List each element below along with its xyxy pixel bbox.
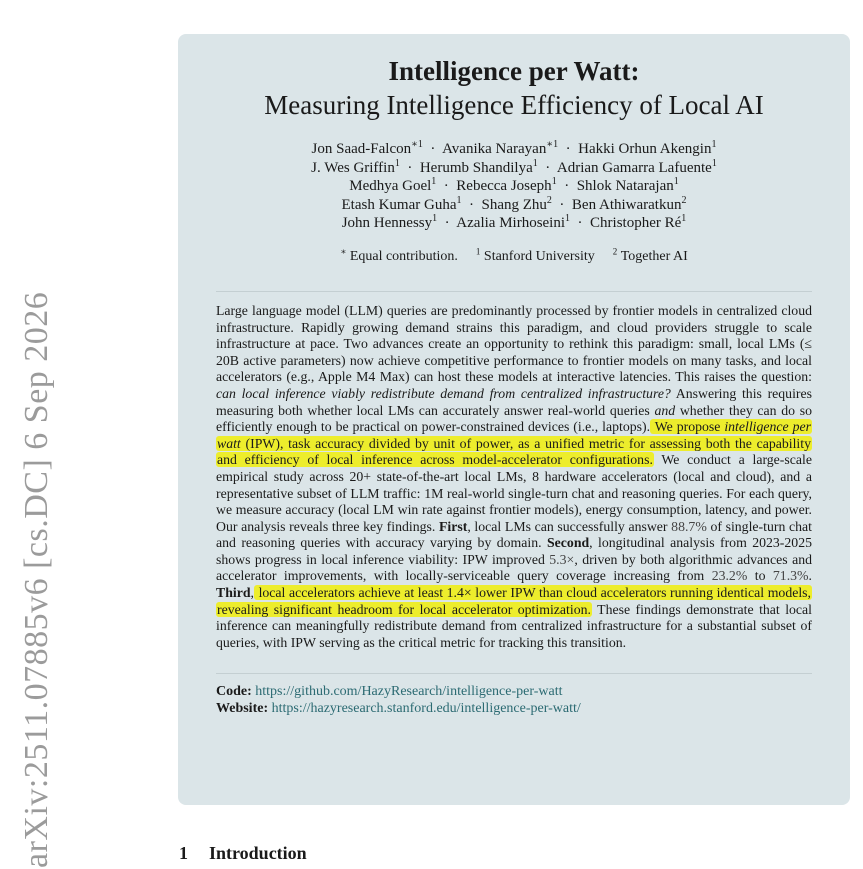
section-number: 1 [179,843,188,863]
author-sup: 1 [681,213,687,225]
abstract-text: , local LMs can successfully answer [467,518,672,534]
author-sup: 1 [394,157,400,169]
author-name: Herumb Shandilya [419,159,533,176]
abstract-text: of single-turn chat and reasoning queries with accuracy varying by domain. [216,518,812,551]
affil-text: Together AI [620,248,688,264]
code-link-row [216,683,812,700]
abstract-card [178,34,850,805]
stat-value: 5.3× [549,551,575,567]
author-name: Avanika Narayan [442,141,547,157]
affil-mark: 2 [612,246,618,257]
title-main: Intelligence per Watt: [388,56,640,86]
abstract-text: Large language model (LLM) queries are predominantly processed by frontier models in centralized cloud infrastructure. Rapidly growing demand strains this paradigm, and cloud providers struggle to scale infrastructure at pace. Two advances create an opportunity to rethink this paradigm: small, local LMs (≤ 20B active parameters) now achieve competitive performance to frontier models on many tasks, and local accelerators (e.g., Apple M4 Max) can host these models at interactive latencies. This raises the question: [216,302,812,385]
code-label: Code: [216,684,252,700]
author-name: Adrian Gamarra Lafuente [556,159,712,176]
author-sup: 1 [532,157,538,169]
abstract-text: We conduct a large-scale empirical study across 20+ state-of-the-art local LMs, 8 hardware accelerators (local and cloud), and a representative subset of LLM traffic: 1M real-world single-turn chat and reasoning queries. For each query, we measure accuracy (local LM win rate against frontier models), energy consumption, latency, and power. Our analysis reveals three key findings. [216,452,812,534]
paper-title [178,54,850,122]
website-link[interactable]: https://hazyresearch.stanford.edu/intelligence-per-watt/ [271,701,581,717]
affil-mark: ∗ [340,246,347,257]
author-sup: 1 [551,176,557,188]
author-name: J. Wes Griffin [311,159,395,176]
finding-label: First [438,518,468,534]
author-sup: 1 [565,213,571,225]
abstract-text: to [747,568,773,584]
arxiv-identifier: arXiv:2511.07885v6 [cs.DC] 6 Sep 2026 [18,291,55,868]
author-sup: 2 [546,194,552,206]
author-sup: ∗1 [546,139,559,150]
abstract-text: , longitudinal analysis from 2023-2025 shows progress in local inference viability: IPW improved [216,535,812,567]
author-name: Hakki Orhun Akengin [578,141,712,157]
author-sup: 2 [681,194,687,206]
section-title: Introduction [209,843,307,863]
divider [216,673,812,674]
author-line: John Hennessy$^1$ · Azalia Mirhoseini$^1$ · Christopher $Ré^1$ [341,213,687,232]
author-list [178,140,850,233]
abstract-question: can local inference viably redistribute demand from centralized infrastructure? [216,385,671,401]
author-name: Etash Kumar Guha [341,196,457,213]
finding-label: Third [216,585,251,601]
author-line: Etash Kumar Guha$^1$ · Shang Zhu$^2$ · Ben Athiwaratkun$^2$ [341,194,687,213]
highlight-local-accelerators: local accelerators achieve at least 1.4× lower IPW than cloud accelerators running identical models, revealing significant headroom for local accelerator optimization. [217,585,811,617]
author-sup: 1 [432,213,438,225]
author-sup: 1 [711,139,717,150]
author-sup: 1 [673,176,679,188]
author-name: Ben Athiwaratkun [571,196,682,213]
author-name: Shlok Natarajan [576,178,674,195]
stat-value: 71.3% [772,568,809,584]
abstract-emphasis: and [654,402,676,418]
author-sup: ∗1 [411,139,423,150]
author-name: Jon Saad-Falcon [311,141,412,157]
author-sup: 1 [431,176,437,188]
affil-text: Equal contribution. [349,248,458,264]
abstract-text: Answering this requires measuring both whether local LMs can accurately answer real-world queries [216,385,813,418]
abstract-text: , [250,585,254,601]
affil-text: Stanford University [483,248,595,264]
abstract-body [216,303,812,651]
code-link[interactable]: https://github.com/HazyResearch/intelligence-per-watt [255,684,563,700]
affil-mark: 1 [475,246,481,257]
finding-label: Second [547,535,590,551]
author-line: Medhya Goel$^1$ · Rebecca Joseph$^1$ · Shlok Natarajan$^1$ [349,176,679,195]
author-line: Jon Saad-Falcon$^{∗1}$ · Avanika Narayan$^{∗1}$ · Hakki Orhun Akengin$^1$ [311,139,717,157]
stat-value: 88.7% [671,518,707,534]
website-label: Website: [216,701,269,717]
author-sup: 1 [456,194,462,206]
abstract-text: whether they can do so efficiently enough to be practical on power-constrained devices (i.e., laptops). [216,402,813,435]
website-link-row [216,700,812,717]
author-name: Christopher Ré [590,215,682,232]
author-name: John Hennessy [341,215,433,232]
affiliations [178,246,850,265]
author-name: Shang Zhu [481,196,547,213]
resource-links [216,683,812,717]
highlight-text: We propose [651,419,725,435]
author-name: Azalia Mirhoseini [456,215,566,232]
highlight-text: (IPW), task accuracy divided by unit of power, as a unified metric for assessing both the capability and efficiency of local inference across model-accelerator configurations. [217,435,811,468]
title-subtitle: Measuring Intelligence Efficiency of Local AI [264,90,764,120]
abstract-text: , driven by both algorithmic advances and accelerator improvements, with locally-serviceable query coverage increasing from [216,551,812,584]
abstract-text: These findings demonstrate that local inference can meaningfully redistribute demand from centralized infrastructure for a substantial subset of queries, with IPW serving as the critical metric for tracking this transition. [216,601,813,650]
author-sup: 1 [711,157,717,169]
section-heading [179,843,307,864]
author-name: Medhya Goel [349,178,432,195]
stat-value: 23.2% [711,568,748,584]
author-line: J. Wes Griffin$^1$ · Herumb Shandilya$^1$ · Adrian Gamarra Lafuente$^1$ [311,157,717,176]
abstract-text: . [808,568,812,584]
divider [216,291,812,292]
highlight-term: intelligence per watt [217,419,812,451]
author-name: Rebecca Joseph [456,178,552,195]
